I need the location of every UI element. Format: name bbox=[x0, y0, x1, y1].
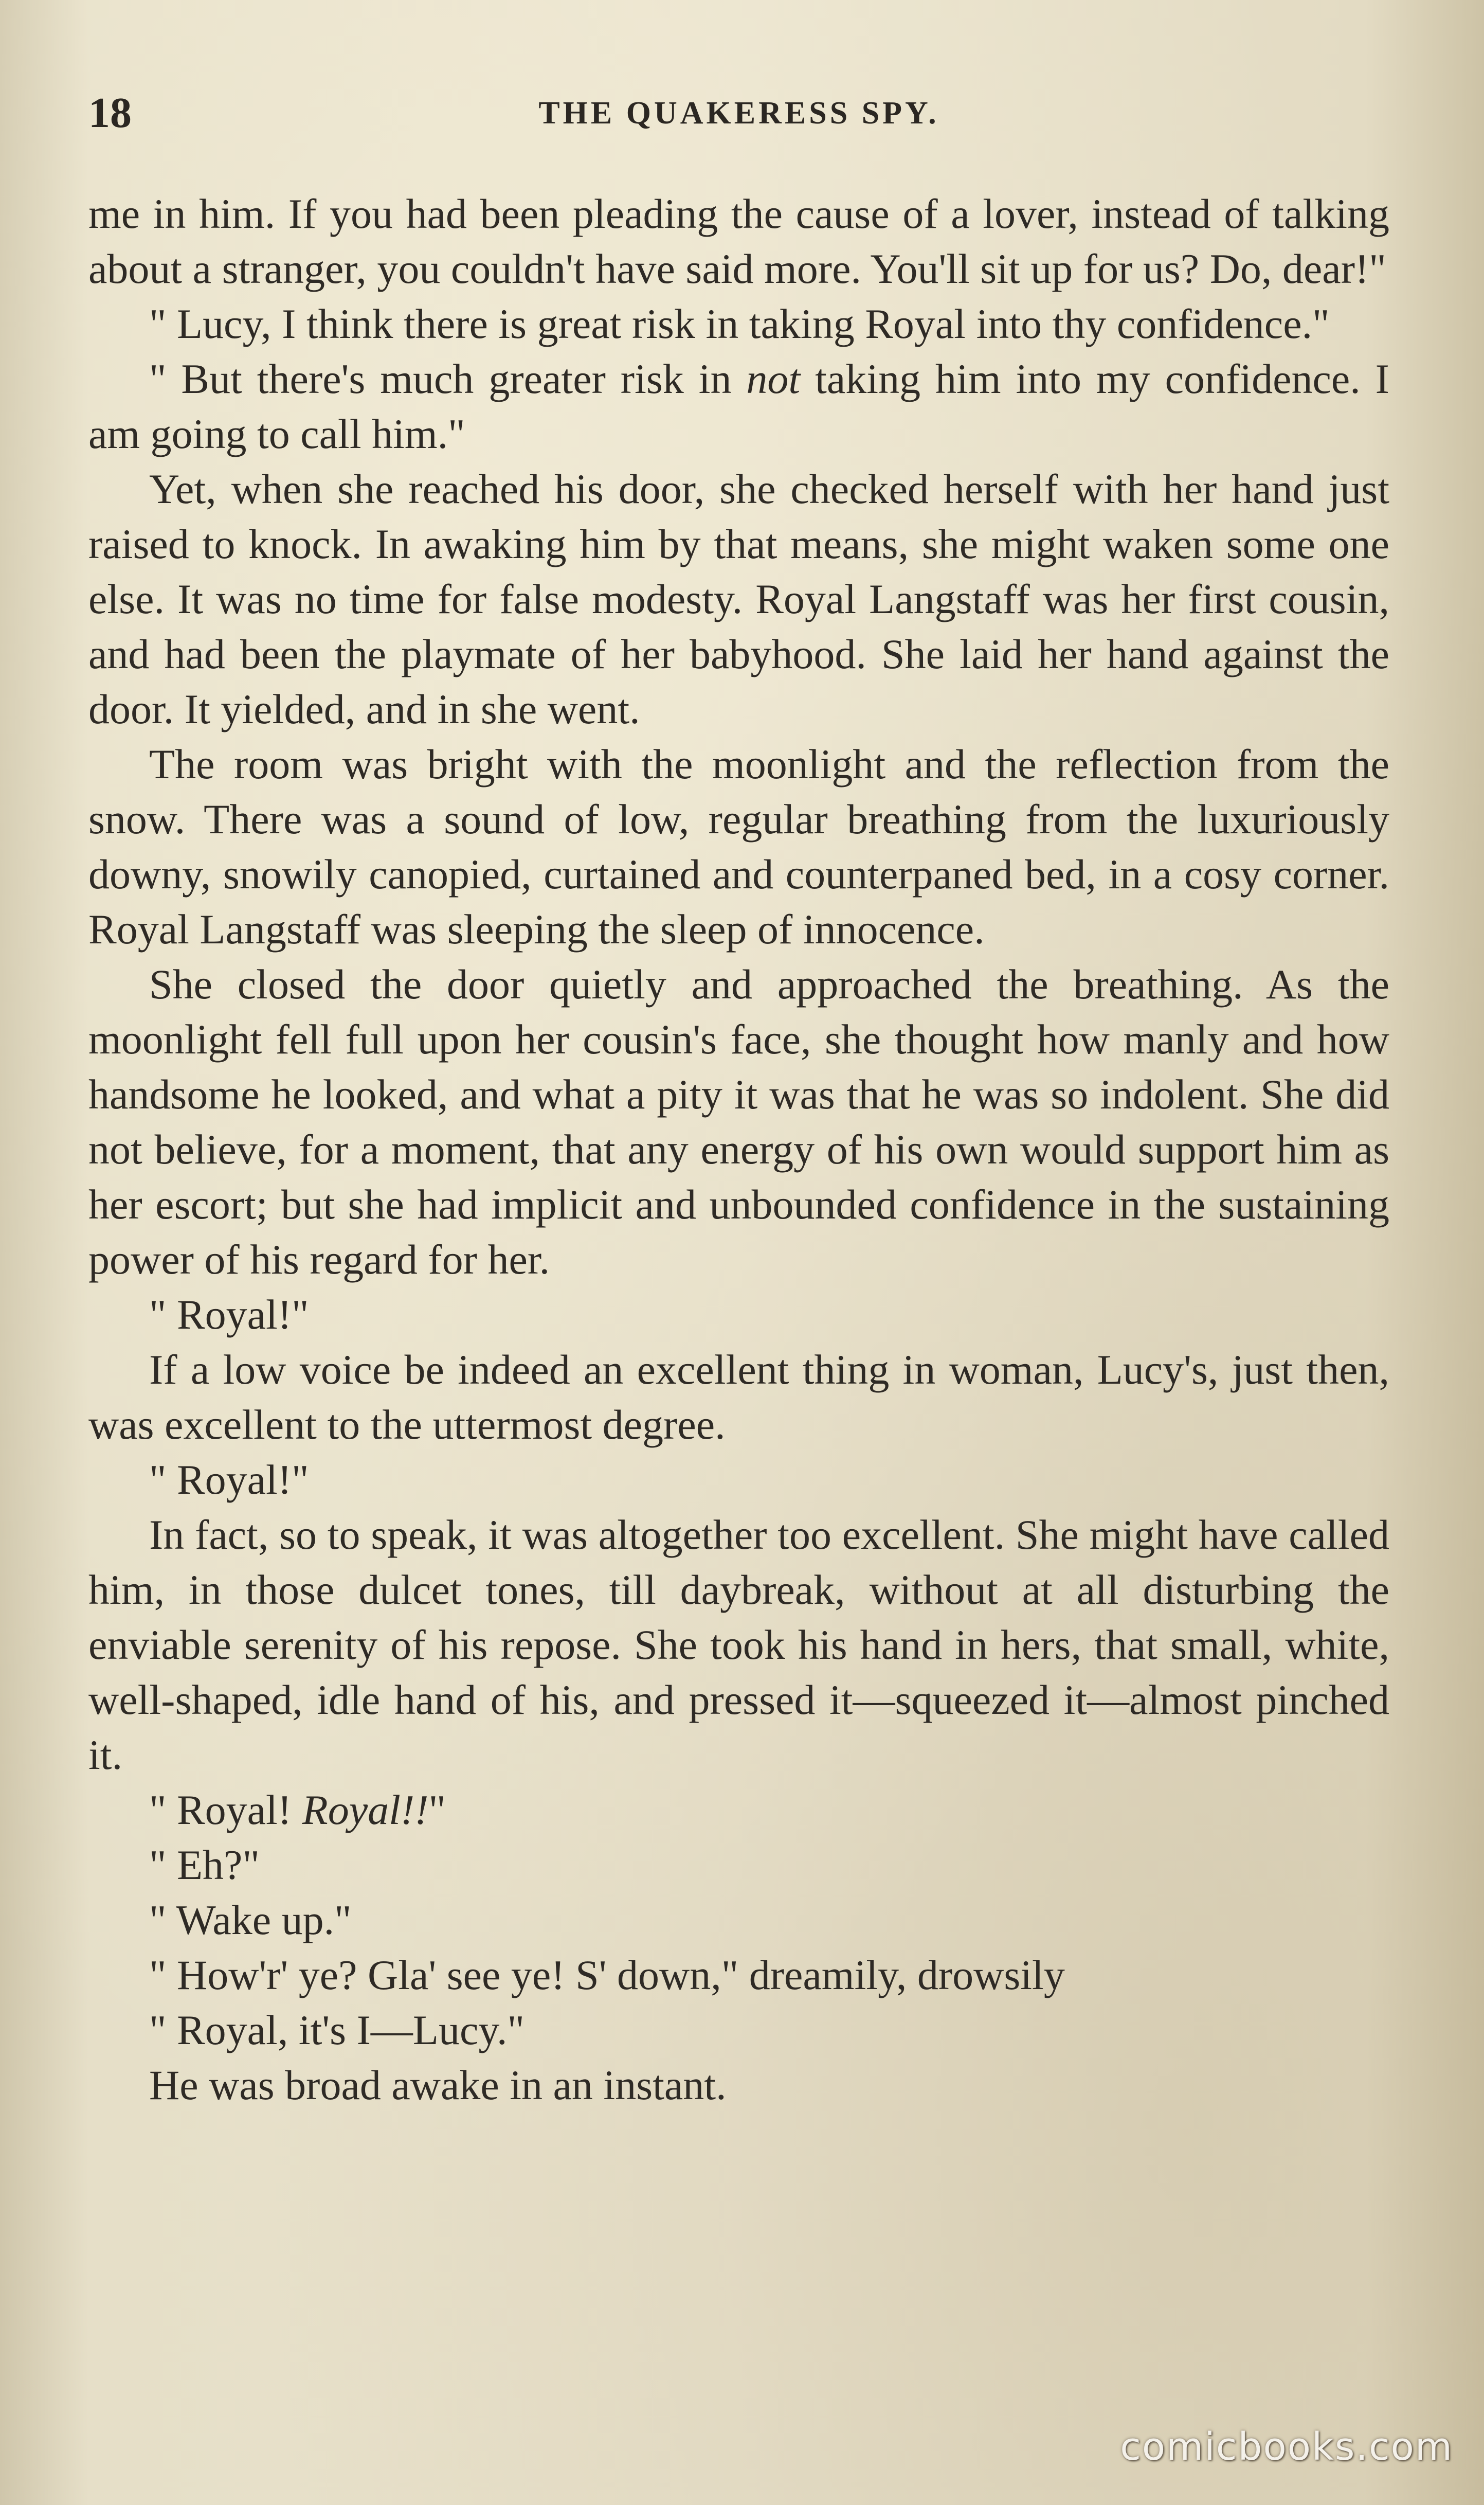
paragraph-11-start: " Royal! bbox=[149, 1786, 302, 1833]
paragraph-6: She closed the door quietly and approached the breathing. As the moonlight fell full upon her cousin's face, she thought how manly and how handsome he looked, and what a pity it was that he was so indolent. She did not believe, for a moment, that any energy of his own would support him as her escort; but she had implicit and unbounded confidence in the sustaining power of his regard for her. bbox=[88, 961, 1389, 1283]
paragraph-1: me in him. If you had been pleading the cause of a lover, instead of talking about a stranger, you couldn't have said more. You'll sit up for us? Do, dear!" bbox=[88, 190, 1389, 292]
paragraph-10: In fact, so to speak, it was altogether too excellent. She might have called him, in those dulcet tones, till daybreak, without at all disturbing the enviable serenity of his repose. She took his hand in hers, that small, white, well-shaped, idle hand of his, and pressed it—squeezed it—almost pinched it. bbox=[88, 1511, 1389, 1778]
paragraph-11 bbox=[88, 1782, 1389, 1837]
page-number: 18 bbox=[88, 89, 132, 137]
paragraph-8: If a low voice be indeed an excellent thing in woman, Lucy's, just then, was excellent to the uttermost degree. bbox=[88, 1346, 1389, 1448]
paragraph-3-start: " But there's much greater risk in bbox=[149, 355, 747, 402]
paragraph-4: Yet, when she reached his door, she checked herself with her hand just raised to knock. In awaking him by that means, she might waken some one else. It was no time for false modesty. Royal Langstaff was her first cousin, and had been the playmate of her babyhood. She laid her hand against the door. It yielded, and in she went. bbox=[88, 466, 1389, 732]
body-text bbox=[88, 186, 1389, 2113]
emphasis-not: not bbox=[746, 355, 801, 402]
paragraph-7: " Royal!" bbox=[149, 1291, 309, 1338]
paragraph-15: " Royal, it's I—Lucy." bbox=[149, 2007, 525, 2053]
watermark-logo: comicbooks.com bbox=[1120, 2425, 1453, 2469]
running-title: THE QUAKERESS SPY. bbox=[538, 96, 939, 131]
paragraph-3-end: taking him into my confidence. I am going to call him." bbox=[88, 355, 1389, 457]
page-header bbox=[88, 82, 1389, 144]
paragraph-3 bbox=[88, 351, 1389, 461]
paragraph-9: " Royal!" bbox=[149, 1456, 309, 1503]
paragraph-11-end: " bbox=[428, 1786, 446, 1833]
paragraph-2: " Lucy, I think there is great risk in taking Royal into thy confidence." bbox=[149, 300, 1330, 347]
paragraph-16: He was broad awake in an instant. bbox=[149, 2062, 727, 2108]
emphasis-royal: Royal!! bbox=[302, 1786, 429, 1833]
paragraph-14: " How'r' ye? Gla' see ye! S' down," dreamily, drowsily bbox=[149, 1952, 1065, 1998]
paragraph-5: The room was bright with the moonlight and the reflection from the snow. There was a sound of low, regular breathing from the luxuriously downy, snowily canopied, curtained and counterpaned bed, in a cosy corner. Royal Langstaff was sleeping the sleep of innocence. bbox=[88, 741, 1389, 953]
paragraph-13: " Wake up." bbox=[149, 1896, 352, 1943]
paragraph-12: " Eh?" bbox=[149, 1841, 260, 1888]
